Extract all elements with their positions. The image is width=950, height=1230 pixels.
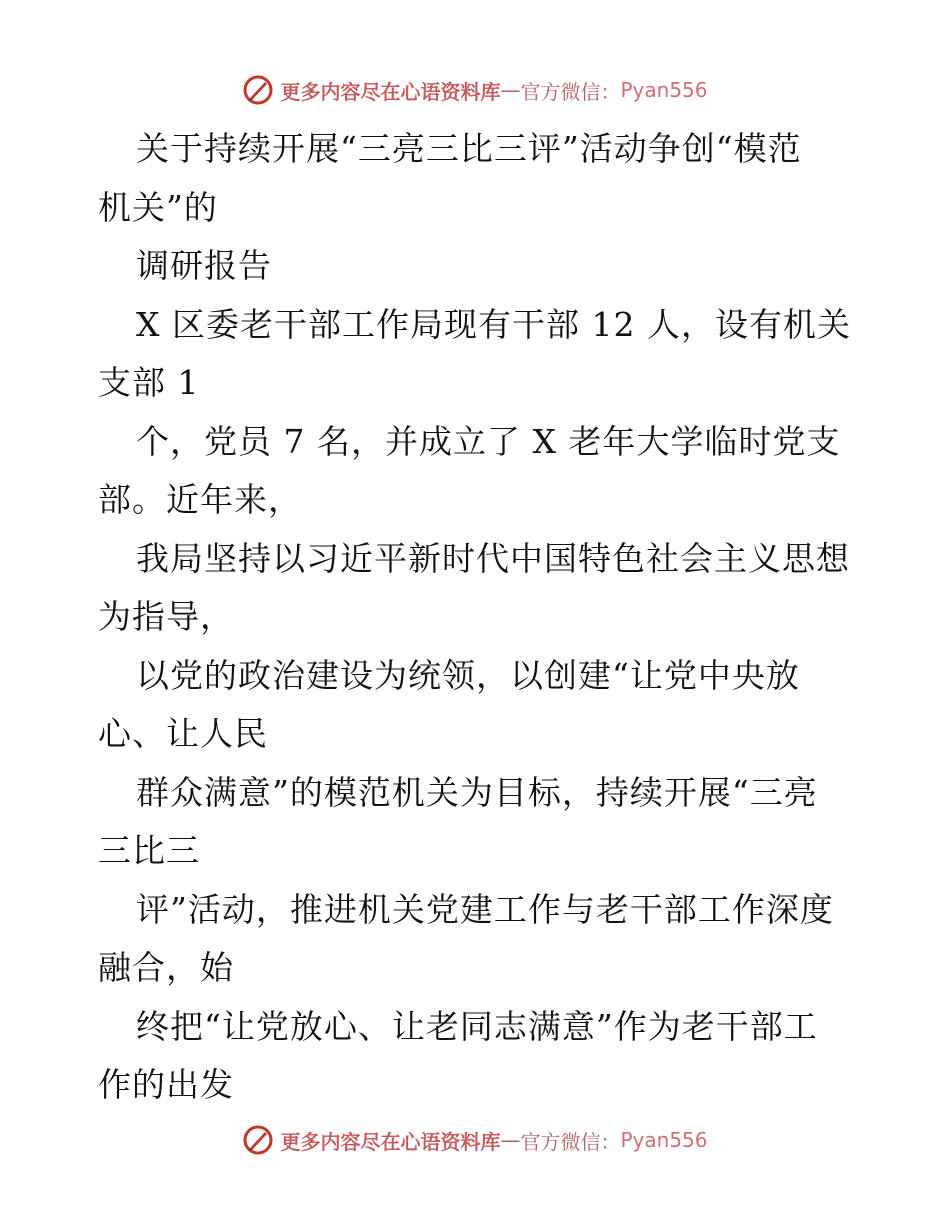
footer-banner-separator: — (500, 1128, 521, 1152)
paragraph-line: X 区委老干部工作局现有干部 12 人，设有机关 (136, 304, 851, 344)
paragraph-line: 融合，始 (98, 948, 234, 987)
header-banner (0, 70, 950, 110)
paragraph-line: 个，党员 7 名，并成立了 X 老年大学临时党支 (136, 421, 841, 461)
paragraph-line: 支部 1 (98, 363, 200, 402)
paragraph-line: 以党的政治建设为统领，以创建“让党中央放 (136, 655, 800, 695)
header-banner-main: 更多内容尽在心语资料库 (280, 79, 501, 104)
doc-title-line-1: 关于持续开展“三亮三比三评”活动争创“模范 (136, 129, 802, 168)
doc-title-line-2: 机关”的 (98, 187, 218, 227)
red-quill-logo-icon (242, 74, 274, 106)
paragraph-line: 为指导， (98, 597, 234, 636)
paragraph-line: 我局坚持以习近平新时代中国特色社会主义思想 (136, 538, 850, 578)
paragraph-line: 三比三 (98, 831, 200, 870)
red-quill-logo-icon (242, 1124, 274, 1156)
header-banner-brand: Pyan556 (620, 78, 708, 102)
paragraph-line: 部。近年来， (98, 480, 302, 519)
paragraph-line: 评”活动，推进机关党建工作与老干部工作深度 (136, 889, 834, 929)
document-body (98, 120, 858, 1115)
footer-banner-brand: Pyan556 (620, 1128, 708, 1152)
footer-banner-main: 更多内容尽在心语资料库 (280, 1129, 501, 1154)
paragraph-line: 作的出发 (98, 1065, 234, 1104)
header-banner-separator: — (500, 78, 521, 102)
footer-banner-wechat: 官方微信： (520, 1129, 621, 1154)
paragraph-line: 心、让人民 (98, 714, 268, 753)
doc-title-line-3: 调研报告 (136, 246, 272, 285)
footer-banner (0, 1120, 950, 1160)
paragraph-line: 终把“让党放心、让老同志满意”作为老干部工 (136, 1006, 818, 1046)
paragraph-line: 群众满意”的模范机关为目标，持续开展“三亮 (136, 772, 818, 812)
header-banner-wechat: 官方微信： (520, 79, 621, 104)
